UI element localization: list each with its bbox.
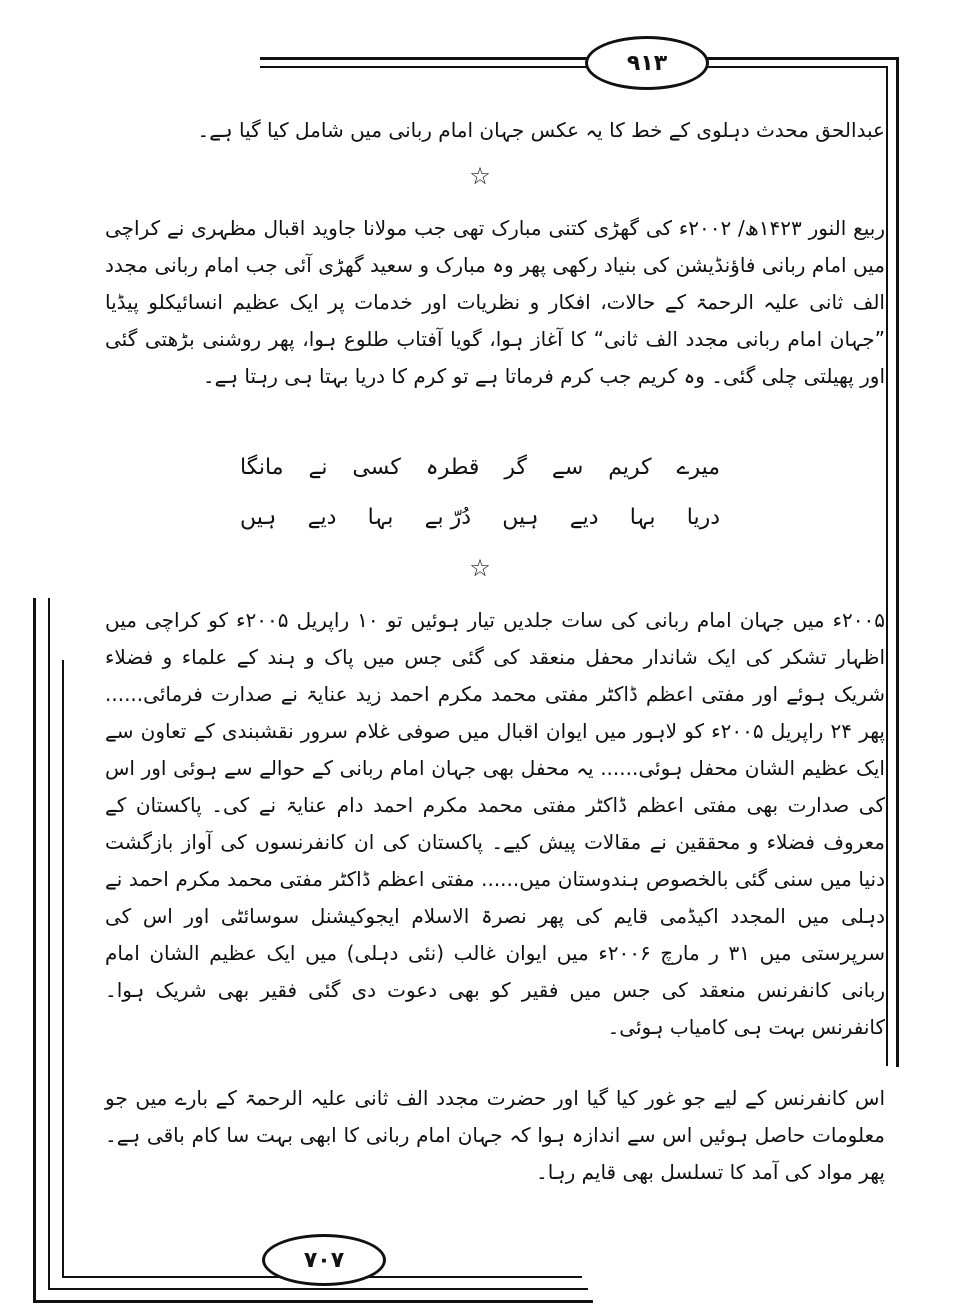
frame-bottom-mid [48,1288,588,1290]
paragraph-3 [105,1080,885,1191]
frame-top-inner [260,66,888,68]
paragraph-1 [105,210,885,395]
verse-word: گر [504,455,527,480]
intro-text: عبدالحق محدث دہلوی کے خط کا یہ عکس جہان امام ربانی میں شامل کیا گیا ہے۔ [197,118,885,142]
frame-left-mid [48,598,50,1290]
verse-word: ہیں [502,505,539,530]
verse-word: دُرّ بے [424,505,471,530]
paragraph-3-text: اس کانفرنس کے لیے جو غور کیا گیا اور حضرت مجدد الف ثانی علیہ الرحمۃ کے بارے میں جو معلومات حاصل ہوئیں اس سے اندازہ ہوا کہ جہان امام ربانی کا ابھی بہت سا کام باقی ہے۔ پھر مواد کی آمد کا تسلسل بھی قایم رہا۔ [105,1086,885,1184]
verse-word: مانگا [240,455,284,480]
frame-right-inner [886,66,888,1066]
verse-line-1 [240,455,720,480]
page-number-top-text: ۹۱۳ [626,50,668,76]
verse-word: بہا [629,505,656,530]
verse-word: قطرہ [425,455,480,480]
verse-word: نے [308,455,328,480]
verse-word: دیے [569,505,599,530]
verse-word: میرے [676,455,720,480]
frame-top-outer [260,57,898,60]
star-divider-1: ☆ [469,162,491,190]
page-number-bottom-text: ۷۰۷ [303,1247,345,1273]
star-divider-2: ☆ [469,554,491,582]
verse-word: سے [551,455,584,480]
verse-word: دریا [686,505,720,530]
paragraph-2-text: ۲۰۰۵ء میں جہان امام ربانی کی سات جلدیں تیار ہوئیں تو ۱۰ راپریل ۲۰۰۵ء کو کراچی میں اظہار تشکر کی ایک شاندار محفل منعقد کی گئی جس میں پاک و ہند کے علماء و فضلاء شریک ہوئے اور مفتی اعظم ڈاکٹر مفتی محمد مکرم احمد زید عنایۃ نے صدارت فرمائی...... پھر ۲۴ راپریل ۲۰۰۵ء کو لاہور میں ایوان اقبال میں صوفی غلام سرور نقشبندی کے تعاون سے ایک عظیم الشان محفل ہوئی...... یہ محفل بھی جہان امام ربانی کے حوالے سے ہوئی اور اس کی صدارت بھی مفتی اعظم ڈاکٹر مفتی محمد مکرم احمد دام عنایۃ نے کی۔ پاکستان کے معروف فضلاء و محققین نے مقالات پیش کیے۔ پاکستان کی ان کانفرنسوں کی آواز بازگشت دنیا میں سنی گئی بالخصوص ہندوستان میں...... مفتی اعظم ڈاکٹر مفتی محمد مکرم احمد نے دہلی میں المجدد اکیڈمی قایم کی پھر نصرۃ الاسلام ایجوکیشنل سوسائٹی اور اس کی سرپرستی میں ۳۱ ر مارچ ۲۰۰۶ء میں ایوان غالب (نئی دہلی) میں ایک عظیم الشان امام ربانی کانفرنس منعقد کی جس میں فقیر کو بھی دعوت دی گئی فقیر بھی شریک ہوا۔ کانفرنس بہت ہی کامیاب ہوئی۔ [105,608,886,1039]
frame-bottom-outer [33,1300,593,1303]
verse-word: کسی [352,455,401,480]
frame-left-inner [62,660,64,1278]
verse-word: ہیں [240,505,277,530]
verse-line-2 [240,505,720,530]
verse-word: بہا [367,505,394,530]
verse-word: کریم [608,455,652,480]
verse-word: دیے [307,505,337,530]
paragraph-1-text: ربیع النور ۱۴۲۳ھ/ ۲۰۰۲ء کی گھڑی کتنی مبارک تھی جب مولانا جاوید اقبال مظہری نے کراچی میں امام ربانی فاؤنڈیشن کی بنیاد رکھی پھر وہ مبارک و سعید گھڑی آئی جب امام ربانی مجدد الف ثانی علیہ الرحمۃ کے حالات، افکار و نظریات اور خدمات پر ایک عظیم انسائیکلو پیڈیا ”جہان امام ربانی مجدد الف ثانی“ کا آغاز ہوا، گویا آفتاب طلوع ہوا، پھر روشنی بڑھتی گئی اور پھیلتی چلی گئی۔ وہ کریم جب کرم فرماتا ہے تو کرم کا دریا بہتا ہی رہتا ہے۔ [105,216,885,388]
intro-line [110,112,885,149]
frame-left-outer [33,598,36,1302]
page-number-top [585,36,709,90]
paragraph-2 [105,602,885,1046]
frame-right-outer [896,57,899,1067]
page-number-bottom [262,1234,386,1286]
